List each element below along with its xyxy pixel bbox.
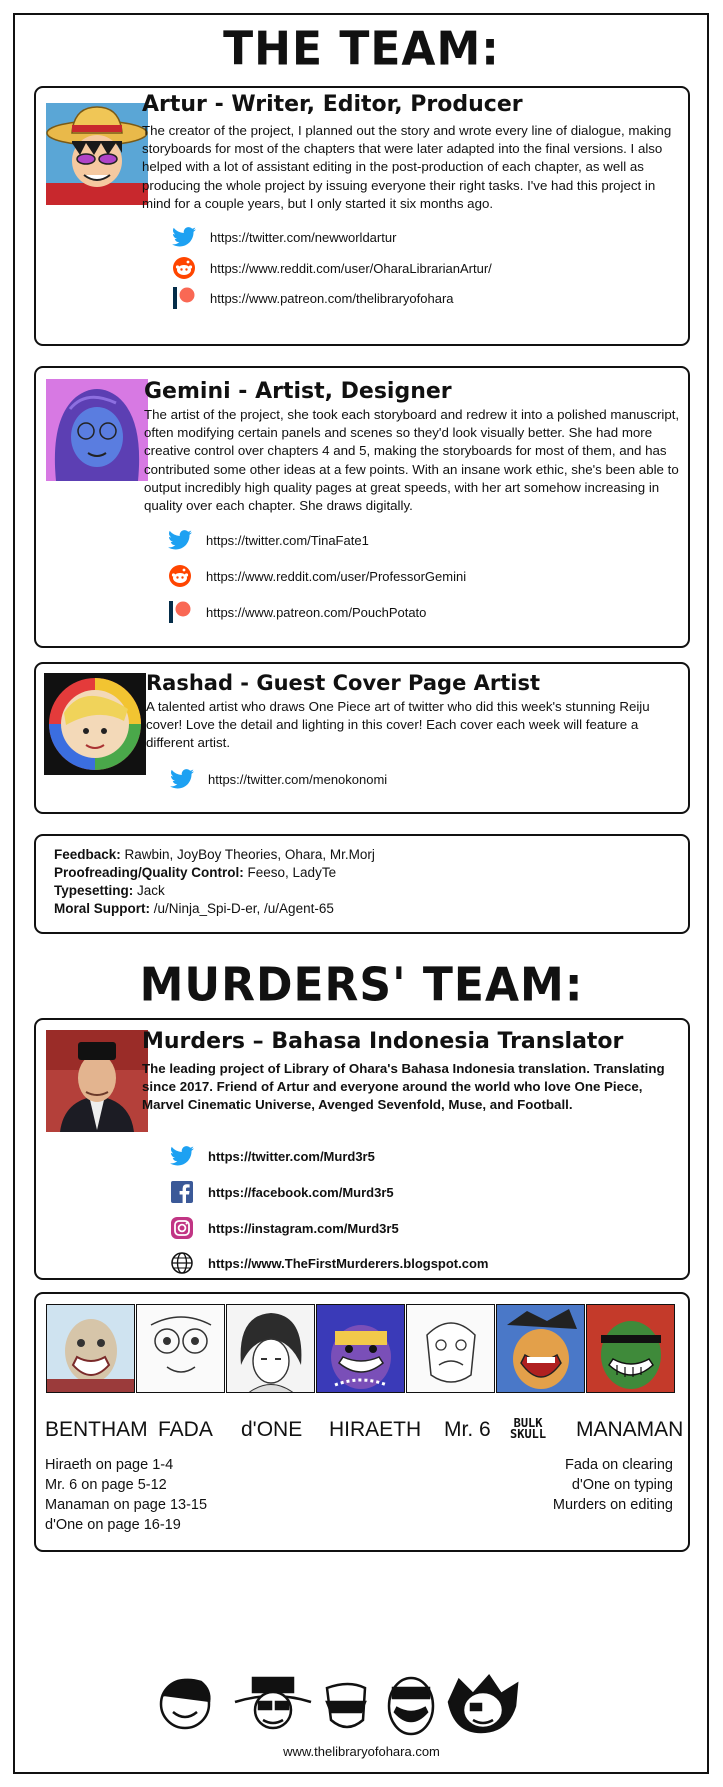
twitter-link[interactable] [170, 1144, 375, 1168]
mascot-faces [155, 1672, 555, 1736]
instagram-link[interactable] [170, 1216, 399, 1240]
link-url: https://instagram.com/Murd3r5 [208, 1220, 399, 1236]
crew-name: d'ONE [241, 1418, 303, 1441]
link-url: https://facebook.com/Murd3r5 [208, 1184, 394, 1200]
member-title: Gemini - Artist, Designer [144, 379, 452, 404]
member-description: The artist of the project, she took each storyboard and redrew it into a polished manuscript, often modifying certain panels and scenes so they'd look visually better. She had more creative control over chapters 4 and 5, making the storyboards for most of them, and has contributed some other ideas at a few points. With an insane work ethic, she's been able to output incredibly high quality pages at great speeds, with her art somehow increasing in quality over each chapter. She draws digitally. [144, 407, 680, 514]
twitter-link[interactable] [172, 225, 396, 249]
member-title: Murders – Bahasa Indonesia Translator [142, 1029, 624, 1054]
member-description: The creator of the project, I planned out the story and wrote every line of dialogue, making storyboards for most of the chapters that were later adapted into the final versions. I also helped with a lot of assistant editing in the post-production of each chapter, as well as producing the whole project by issuing everyone their right tasks. I've had this project in mind for a couple years, but I only started it six months ago. [142, 123, 672, 211]
bentham-thumbnail [46, 1304, 135, 1393]
member-card-rashad [34, 662, 690, 814]
artur-avatar [46, 103, 148, 205]
twitter-icon [172, 225, 196, 249]
member-card-artur [34, 86, 690, 346]
crew-name: Mr. 6 [444, 1418, 491, 1441]
mr6-thumbnail [406, 1304, 495, 1393]
credits-card [34, 834, 690, 934]
murders-team-heading: MURDERS' TEAM: [139, 958, 584, 1013]
credit-proofreading: Proofreading/Quality Control: Feeso, LadyTe [54, 865, 337, 880]
link-url: https://twitter.com/Murd3r5 [208, 1148, 375, 1164]
reddit-link[interactable] [168, 564, 466, 588]
reddit-link[interactable] [172, 256, 492, 280]
team-heading: THE TEAM: [223, 22, 500, 77]
crew-card [34, 1292, 690, 1552]
murders-avatar [46, 1030, 148, 1132]
bulk-skull-thumbnail [496, 1304, 585, 1393]
globe-icon [170, 1251, 194, 1275]
link-url: https://twitter.com/newworldartur [210, 229, 397, 245]
patreon-link[interactable] [172, 286, 454, 310]
role-assignment: Murders on editing [552, 1497, 673, 1513]
done-thumbnail [226, 1304, 315, 1393]
website-link[interactable]: www.thelibraryofohara.com [283, 1744, 440, 1759]
reddit-icon [168, 564, 192, 588]
facebook-link[interactable] [170, 1180, 394, 1204]
hiraeth-thumbnail [316, 1304, 405, 1393]
crew-name: HIRAETH [329, 1418, 422, 1441]
crew-name: SKULL [510, 1427, 547, 1441]
link-url: https://twitter.com/TinaFate1 [206, 532, 369, 548]
instagram-icon [170, 1216, 194, 1240]
member-title: Artur - Writer, Editor, Producer [142, 92, 523, 117]
crew-name: BULK [513, 1416, 543, 1430]
patreon-icon [168, 600, 192, 624]
member-card-gemini [34, 366, 690, 648]
facebook-icon [170, 1180, 194, 1204]
twitter-icon [168, 528, 192, 552]
member-title: Rashad - Guest Cover Page Artist [146, 671, 541, 695]
link-url: https://twitter.com/menokonomi [208, 771, 388, 787]
credit-moral-support: Moral Support: /u/Ninja_Spi-D-er, /u/Agent-65 [54, 901, 334, 916]
credit-typesetting: Typesetting: Jack [54, 883, 165, 898]
member-description: The leading project of Library of Ohara's Bahasa Indonesia translation. Translating since 2017. Friend of Artur and everyone around the world who love One Piece, Marvel Cinematic Universe, Avenged Sevenfold, Muse, and Football. [142, 1061, 665, 1113]
crew-name: MANAMAN [576, 1418, 684, 1441]
role-assignment: Fada on clearing [564, 1457, 673, 1473]
manaman-thumbnail [586, 1304, 675, 1393]
patreon-icon [172, 286, 196, 310]
page-assignment: Mr. 6 on page 5-12 [45, 1477, 167, 1493]
credit-feedback: Feedback: Rawbin, JoyBoy Theories, Ohara, Mr.Morj [54, 847, 375, 862]
blog-link[interactable] [170, 1251, 488, 1275]
page-assignment: Manaman on page 13-15 [45, 1497, 208, 1513]
fada-thumbnail [136, 1304, 225, 1393]
crew-name: FADA [158, 1418, 213, 1441]
patreon-link[interactable] [168, 600, 426, 624]
twitter-link[interactable] [168, 528, 369, 552]
member-card-murders [34, 1018, 690, 1280]
page-assignment: Hiraeth on page 1-4 [45, 1457, 174, 1473]
twitter-link[interactable] [170, 767, 387, 791]
link-url: https://www.reddit.com/user/ProfessorGemini [206, 568, 467, 584]
member-description: A talented artist who draws One Piece art of twitter who did this week's stunning Reiju cover! Love the detail and lighting in this cover! Each cover each week will feature a different artist. [146, 699, 650, 751]
link-url: https://www.reddit.com/user/OharaLibrarianArtur/ [210, 260, 492, 276]
reddit-icon [172, 256, 196, 280]
gemini-avatar [46, 379, 148, 481]
page-assignment: d'One on page 16-19 [45, 1517, 181, 1533]
link-url: https://www.TheFirstMurderers.blogspot.com [208, 1255, 489, 1271]
crew-name: BENTHAM [45, 1418, 148, 1441]
twitter-icon [170, 767, 194, 791]
twitter-icon [170, 1144, 194, 1168]
rashad-avatar [44, 673, 146, 775]
role-assignment: d'One on typing [571, 1477, 673, 1493]
bulk-skull-label [510, 1418, 546, 1440]
link-url: https://www.patreon.com/thelibraryofohara [210, 290, 454, 306]
link-url: https://www.patreon.com/PouchPotato [206, 604, 427, 620]
